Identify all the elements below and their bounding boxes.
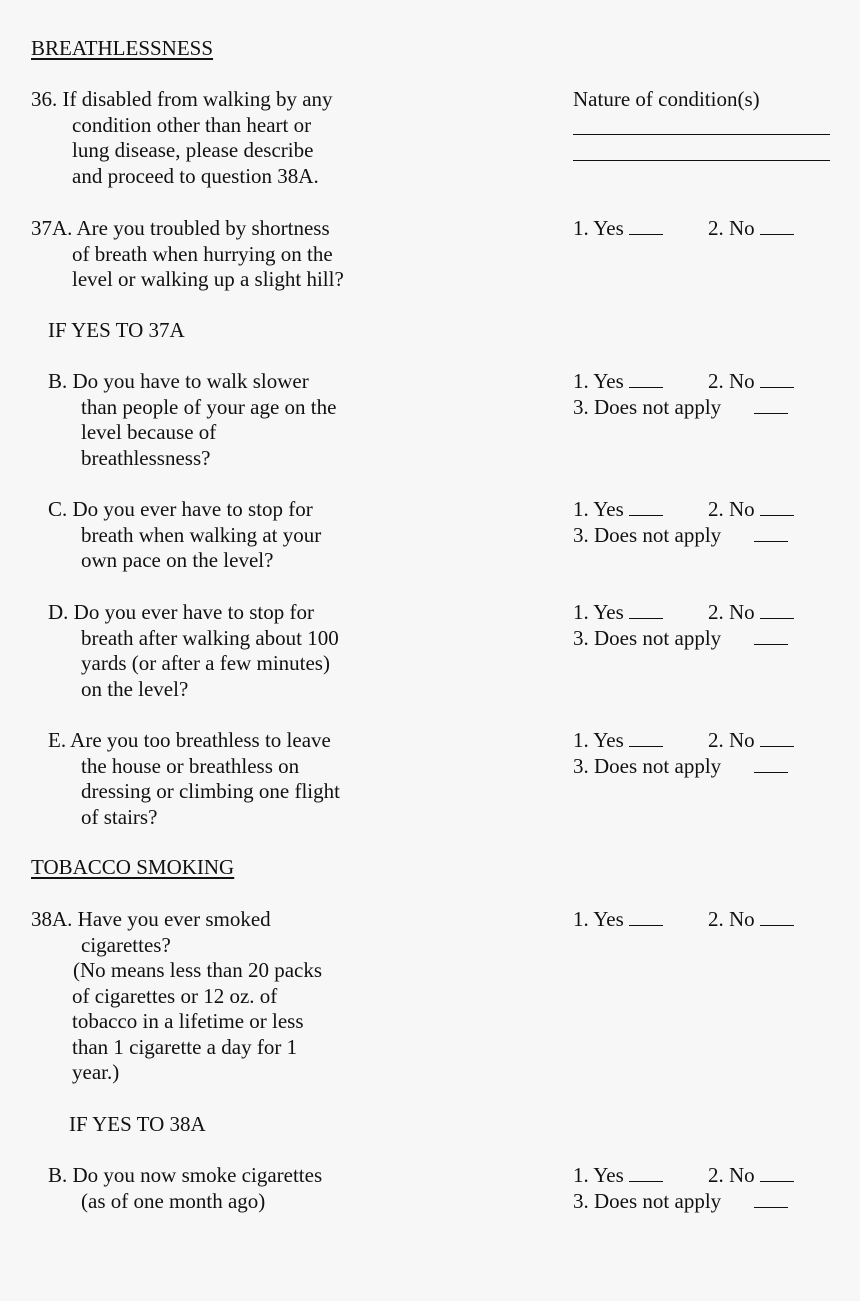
question-37e-line: dressing or climbing one flight [81, 779, 340, 803]
q37a-yes-option[interactable] [573, 216, 663, 242]
question-37a [31, 216, 344, 293]
no-blank[interactable] [760, 369, 794, 388]
question-37b-line: B. Do you have to walk slower [48, 369, 309, 393]
yes-blank[interactable] [629, 728, 663, 747]
does-not-apply-blank[interactable] [754, 754, 788, 773]
yes-blank[interactable] [629, 216, 663, 235]
question-38a [31, 907, 322, 1086]
question-36 [31, 87, 333, 189]
question-37d-line: yards (or after a few minutes) [81, 651, 330, 675]
q37e-na-option[interactable] [573, 754, 788, 780]
yes-blank[interactable] [629, 907, 663, 926]
question-38b-line: (as of one month ago) [81, 1188, 266, 1213]
q38b-yes-option[interactable] [573, 1163, 663, 1189]
no-label: 2. No [708, 216, 755, 240]
does-not-apply-blank[interactable] [754, 395, 788, 414]
q38b-na-option[interactable] [573, 1189, 788, 1215]
question-37a-line: 37A. Are you troubled by shortness [31, 216, 330, 240]
question-37a-line: of breath when hurrying on the [72, 241, 333, 266]
q37d-na-option[interactable] [573, 626, 788, 652]
no-label: 2. No [708, 728, 755, 752]
question-37e-line: E. Are you too breathless to leave [48, 728, 331, 752]
nature-of-condition-label: Nature of condition(s) [573, 87, 760, 111]
does-not-apply-label: 3. Does not apply [573, 523, 722, 547]
question-38a-line: 38A. Have you ever smoked [31, 907, 271, 931]
q37d-no-option[interactable] [708, 600, 794, 626]
does-not-apply-label: 3. Does not apply [573, 1189, 722, 1213]
question-36-line: and proceed to question 38A. [72, 163, 319, 188]
q37b-no-option[interactable] [708, 369, 794, 395]
no-label: 2. No [708, 369, 755, 393]
question-38b [48, 1163, 322, 1214]
q37c-no-option[interactable] [708, 497, 794, 523]
does-not-apply-label: 3. Does not apply [573, 395, 722, 419]
yes-label: 1. Yes [573, 216, 624, 240]
no-blank[interactable] [760, 216, 794, 235]
yes-label: 1. Yes [573, 907, 624, 931]
question-37b-line: than people of your age on the [81, 394, 337, 419]
yes-blank[interactable] [629, 1163, 663, 1182]
section-heading-breathlessness: BREATHLESSNESS [31, 36, 214, 60]
yes-blank[interactable] [629, 497, 663, 516]
question-37b-line: breathlessness? [81, 445, 211, 470]
question-38a-line: of cigarettes or 12 oz. of [72, 983, 278, 1008]
question-37d [48, 600, 339, 702]
does-not-apply-label: 3. Does not apply [573, 626, 722, 650]
nature-of-condition-line-2[interactable] [573, 160, 830, 161]
if-yes-37a-instruction: IF YES TO 37A [48, 318, 185, 342]
question-37c-line: breath when walking at your [81, 522, 322, 547]
yes-blank[interactable] [629, 600, 663, 619]
question-37a-line: level or walking up a slight hill? [72, 267, 344, 291]
yes-label: 1. Yes [573, 728, 624, 752]
q37c-na-option[interactable] [573, 523, 788, 549]
question-37c-line: own pace on the level? [81, 548, 274, 572]
q37d-yes-option[interactable] [573, 600, 663, 626]
does-not-apply-label: 3. Does not apply [573, 754, 722, 778]
no-blank[interactable] [760, 728, 794, 747]
q37e-yes-option[interactable] [573, 728, 663, 754]
if-yes-38a-instruction: IF YES TO 38A [69, 1112, 206, 1136]
yes-label: 1. Yes [573, 1163, 624, 1187]
q37c-yes-option[interactable] [573, 497, 663, 523]
does-not-apply-blank[interactable] [754, 523, 788, 542]
question-37d-line: on the level? [81, 676, 189, 701]
question-37e-line: the house or breathless on [81, 753, 300, 778]
no-label: 2. No [708, 907, 755, 931]
question-38a-line: tobacco in a lifetime or less [72, 1009, 304, 1033]
question-37b-line: level because of [81, 420, 217, 444]
q37b-yes-option[interactable] [573, 369, 663, 395]
question-36-line: 36. If disabled from walking by any [31, 87, 333, 111]
question-38a-line: (No means less than 20 packs [73, 958, 323, 982]
question-36-line: condition other than heart or [72, 112, 312, 137]
no-label: 2. No [708, 600, 755, 624]
question-38a-line: than 1 cigarette a day for 1 [72, 1034, 298, 1059]
q38b-no-option[interactable] [708, 1163, 794, 1189]
question-37c-line: C. Do you ever have to stop for [48, 497, 313, 521]
yes-blank[interactable] [629, 369, 663, 388]
does-not-apply-blank[interactable] [754, 1189, 788, 1208]
no-blank[interactable] [760, 497, 794, 516]
question-38a-line: year.) [72, 1060, 120, 1084]
q37b-na-option[interactable] [573, 395, 788, 421]
question-38b-line: B. Do you now smoke cigarettes [48, 1163, 323, 1187]
question-37e-line: of stairs? [81, 804, 158, 829]
no-blank[interactable] [760, 1163, 794, 1182]
section-heading-tobacco-smoking: TOBACCO SMOKING [31, 855, 235, 879]
question-37e [48, 728, 340, 830]
no-blank[interactable] [760, 600, 794, 619]
nature-of-condition-line-1[interactable] [573, 134, 830, 135]
yes-label: 1. Yes [573, 600, 624, 624]
question-37b [48, 369, 336, 471]
question-36-line: lung disease, please describe [72, 138, 314, 162]
q38a-yes-option[interactable] [573, 907, 663, 933]
no-label: 2. No [708, 1163, 755, 1187]
yes-label: 1. Yes [573, 369, 624, 393]
does-not-apply-blank[interactable] [754, 626, 788, 645]
q37e-no-option[interactable] [708, 728, 794, 754]
no-label: 2. No [708, 497, 755, 521]
q38a-no-option[interactable] [708, 907, 794, 933]
question-37d-line: D. Do you ever have to stop for [48, 600, 314, 624]
no-blank[interactable] [760, 907, 794, 926]
yes-label: 1. Yes [573, 497, 624, 521]
question-37c [48, 497, 321, 574]
question-37d-line: breath after walking about 100 [81, 625, 339, 650]
q37a-no-option[interactable] [708, 216, 794, 242]
question-38a-line: cigarettes? [81, 932, 171, 957]
